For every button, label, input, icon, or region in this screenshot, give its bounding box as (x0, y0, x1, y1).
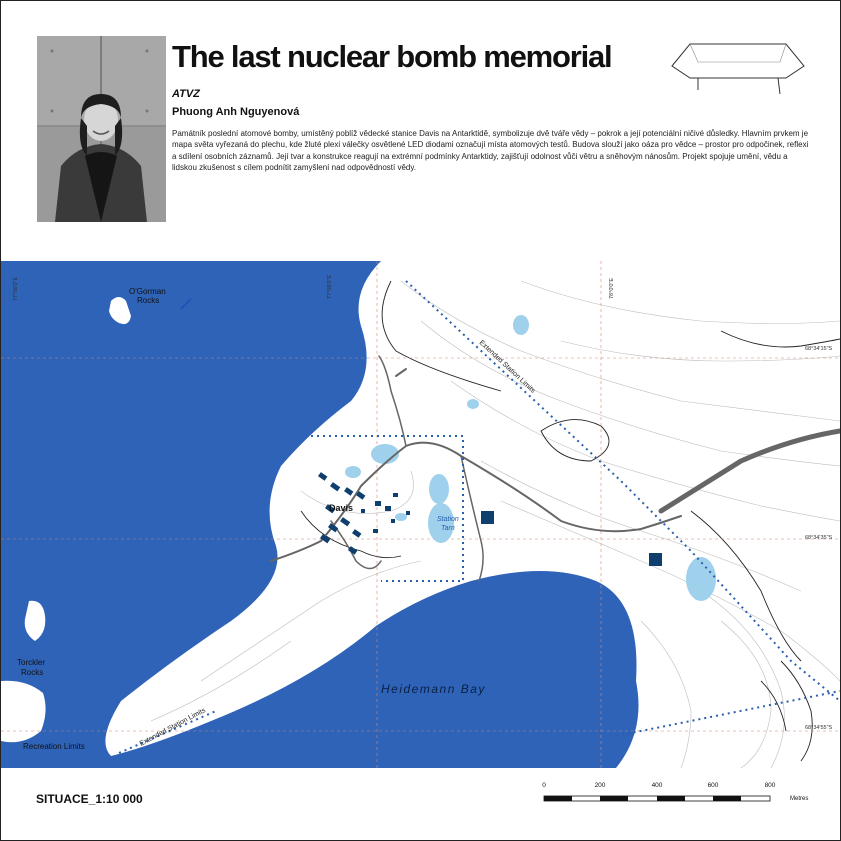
label-station-tarn: Station (437, 516, 459, 523)
label-ogorman: O'Gorman (129, 287, 166, 296)
scale-label: SITUACE_1:10 000 (36, 792, 143, 806)
coord-lon-1: 77°56'0"E (13, 276, 19, 301)
site-map (1, 261, 840, 768)
scale-tick-0: 0 (542, 782, 546, 789)
author-portrait (37, 36, 166, 222)
coord-lat-1: 68°34'15"S (805, 346, 833, 352)
label-extended-limits-1: Extended Station Limits (477, 339, 537, 395)
label-station-tarn-2: Tarn (441, 525, 455, 532)
author-name: Phuong Anh Nguyenová (172, 106, 300, 118)
scale-tick-600: 600 (707, 782, 719, 789)
project-description: Památník poslední atomové bomby, umístěný poblíž vědecké stanice Davis na Antarktidě, symbolizuje dvě tváře vědy – pokrok a její potenciální ničivé důsledky. Hlavním prvkem je mapa světa vyřezaná do plechu, kde žluté plexi válečky osvětlené LED diodami označují místa atomových testů. Budova slouží jako oáza pro vědce – prostor pro odpočinek, reflexi a sdílení osobních záznamů. Její tvar a konstrukce reagují na extrémní podmínky Antarktidy, zajišťují odolnost vůči větru a sněhovým nánosům. Projekt spojuje umění, vědu a lidskou zkušenost s cílem podnítit zamyšlení nad odpovědností vědy. (172, 129, 809, 172)
scale-unit: Metres (790, 796, 809, 802)
organization: ATVZ (172, 88, 200, 100)
label-torckler: Torckler (17, 658, 46, 667)
scale-tick-200: 200 (594, 782, 606, 789)
page-title: The last nuclear bomb memorial (172, 39, 612, 74)
label-torckler-2: Rocks (21, 668, 44, 677)
label-recreation-limits: Recreation Limits (23, 742, 85, 751)
label-heidemann-bay: Heidemann Bay (381, 682, 486, 696)
scale-tick-800: 800 (764, 782, 776, 789)
scale-bar (540, 782, 810, 812)
label-extended-limits-2: Extended Station Limits (138, 707, 207, 748)
coord-lat-2: 68°34'35"S (805, 535, 833, 541)
label-davis: Davis (329, 503, 354, 513)
coord-lon-3: 78°0'0"E (609, 277, 615, 299)
memorial-outline-icon (668, 40, 808, 96)
scale-tick-400: 400 (651, 782, 663, 789)
coord-lon-2: 77°58'0"E (327, 274, 333, 299)
label-ogorman-2: Rocks (137, 296, 160, 305)
coord-lat-3: 68°34'55"S (805, 725, 833, 731)
